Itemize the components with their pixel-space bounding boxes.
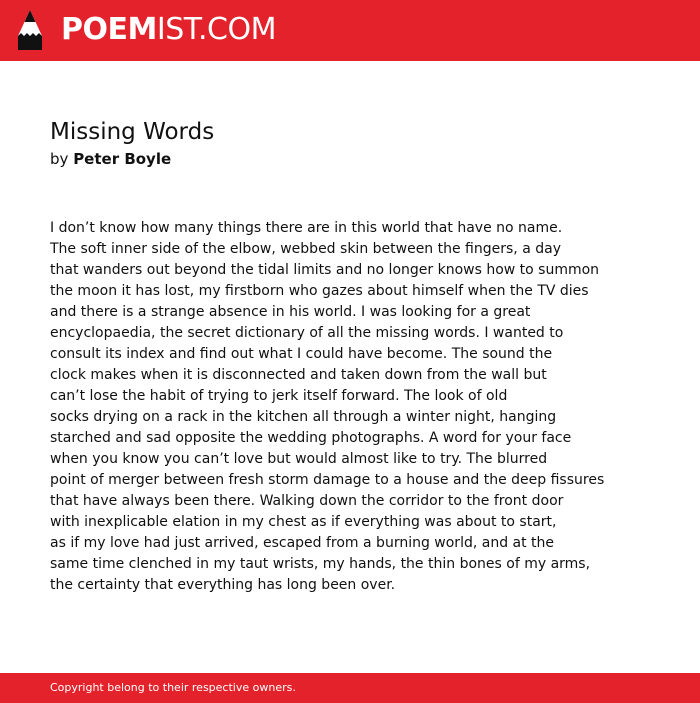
- poem-line: the certainty that everything has long been over.: [50, 577, 396, 593]
- poem-line: starched and sad opposite the wedding photographs. A word for your face: [50, 430, 572, 446]
- logo-text-light: IST.COM: [156, 12, 276, 47]
- poem-author: Peter Boyle: [73, 150, 172, 168]
- poem-body: [50, 218, 670, 596]
- poem-line: that have always been there. Walking down the corridor to the front door: [50, 493, 564, 509]
- by-label: by: [50, 150, 69, 168]
- poem-line: that wanders out beyond the tidal limits and no longer knows how to summon: [50, 262, 600, 278]
- pencil-tip-icon[interactable]: [16, 9, 44, 51]
- copyright-text: Copyright belong to their respective owners.: [50, 681, 296, 694]
- site-header: [0, 0, 700, 61]
- logo-text-bold: POEM: [61, 12, 157, 47]
- poem-line: and there is a strange absence in his world. I was looking for a great: [50, 304, 531, 320]
- poem-line: can’t lose the habit of trying to jerk itself forward. The look of old: [50, 388, 508, 404]
- site-footer: [0, 673, 700, 703]
- poem-line: socks drying on a rack in the kitchen all through a winter night, hanging: [50, 409, 557, 425]
- poem-line: the moon it has lost, my firstborn who gazes about himself when the TV dies: [50, 283, 589, 299]
- poem-line: encyclopaedia, the secret dictionary of all the missing words. I wanted to: [50, 325, 564, 341]
- poem-line: consult its index and find out what I could have become. The sound the: [50, 346, 553, 362]
- poem-line: clock makes when it is disconnected and taken down from the wall but: [50, 367, 547, 383]
- poem-line: I don’t know how many things there are in this world that have no name.: [50, 220, 563, 236]
- poem-line: when you know you can’t love but would almost like to try. The blurred: [50, 451, 548, 467]
- poem-line: The soft inner side of the elbow, webbed skin between the fingers, a day: [50, 241, 561, 257]
- poem-title: Missing Words: [50, 119, 215, 145]
- poem-line: as if my love had just arrived, escaped from a burning world, and at the: [50, 535, 555, 551]
- poem-byline: [50, 148, 171, 170]
- site-logo[interactable]: [61, 12, 276, 48]
- poem-line: same time clenched in my taut wrists, my hands, the thin bones of my arms,: [50, 556, 591, 572]
- poem-line: point of merger between fresh storm damage to a house and the deep fissures: [50, 472, 605, 488]
- poem-line: with inexplicable elation in my chest as if everything was about to start,: [50, 514, 557, 530]
